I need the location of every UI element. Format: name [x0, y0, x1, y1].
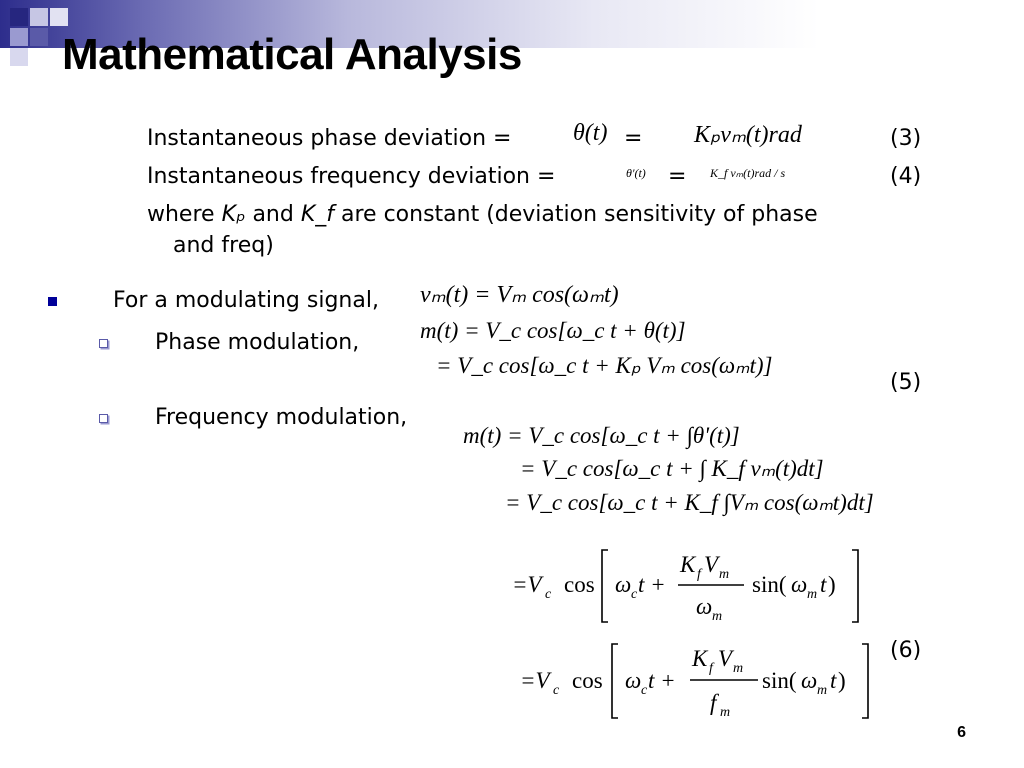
- equation-number-5: (5): [890, 370, 922, 395]
- fm-eq5-graphic: [520, 642, 880, 720]
- bullet-square: [48, 297, 57, 306]
- sensitivity-description: are constant (deviation sensitivity of phase: [341, 202, 818, 227]
- frequency-deviation-label: Instantaneous frequency deviation =: [147, 164, 556, 189]
- svg-text:m: m: [807, 587, 818, 602]
- phase-modulation-label: Phase modulation,: [155, 330, 360, 355]
- and-word: and: [252, 202, 294, 227]
- phase-deviation-lhs: θ(t): [573, 120, 608, 146]
- frequency-deviation-lhs: θ'(t): [626, 166, 646, 180]
- kf-symbol: K_f: [300, 202, 334, 227]
- svg-text:c: c: [553, 683, 560, 698]
- modulating-signal-equation: vₘ(t) = Vₘ cos(ωₘt): [420, 282, 619, 308]
- svg-text:): ): [828, 572, 836, 597]
- svg-text:c: c: [641, 683, 648, 698]
- phase-deviation-rhs: Kₚvₘ(t)rad: [694, 122, 802, 148]
- svg-text:=V: =V: [512, 572, 542, 597]
- fm-equation-line-1: m(t) = V_c cos[ω_c t + ∫θ'(t)]: [463, 423, 740, 448]
- svg-text:ω: ω: [615, 572, 632, 597]
- sub-bullet-box: [99, 414, 108, 423]
- equation-number-3: (3): [890, 126, 922, 151]
- fm-eq4-graphic: [512, 548, 872, 624]
- kp-symbol: Kₚ: [221, 202, 246, 227]
- svg-text:ω: ω: [801, 668, 818, 693]
- svg-text:t +: t +: [648, 668, 676, 693]
- svg-text:V: V: [704, 552, 719, 577]
- slide-title: Mathematical Analysis: [62, 30, 522, 79]
- frequency-modulation-label: Frequency modulation,: [155, 405, 408, 430]
- svg-text:sin(: sin(: [752, 572, 787, 597]
- svg-text:K: K: [680, 552, 696, 577]
- svg-text:cos: cos: [572, 668, 603, 693]
- header-square-decoration: [30, 28, 48, 46]
- svg-text:m: m: [712, 609, 723, 624]
- fm-equation-line-2: = V_c cos[ω_c t + ∫ K_f vₘ(t)dt]: [520, 456, 824, 481]
- svg-text:t: t: [820, 572, 827, 597]
- svg-text:V: V: [718, 646, 733, 671]
- svg-text:K: K: [692, 646, 708, 671]
- svg-text:m: m: [720, 705, 731, 720]
- fm-equation-line-4: [512, 548, 872, 624]
- header-square-decoration: [10, 8, 28, 26]
- pm-equation-line-1: m(t) = V_c cos[ω_c t + θ(t)]: [420, 318, 686, 343]
- frequency-deviation-rhs: K_f vₘ(t)rad / s: [710, 166, 786, 180]
- frequency-deviation-equals: =: [668, 164, 687, 189]
- sub-bullet-box: [99, 339, 108, 348]
- header-square-decoration: [10, 48, 28, 66]
- svg-text:m: m: [817, 683, 828, 698]
- phase-deviation-label: Instantaneous phase deviation =: [147, 126, 512, 151]
- svg-text:sin(: sin(: [762, 668, 797, 693]
- svg-text:c: c: [631, 587, 638, 602]
- phase-deviation-equals: =: [624, 126, 643, 151]
- fm-equation-line-5: [520, 642, 880, 720]
- svg-text:t: t: [830, 668, 837, 693]
- svg-text:m: m: [733, 661, 744, 676]
- svg-text:ω: ω: [791, 572, 808, 597]
- pm-equation-line-2: = V_c cos[ω_c t + Kₚ Vₘ cos(ωₘt)]: [436, 353, 773, 378]
- svg-text:): ): [838, 668, 846, 693]
- svg-text:f: f: [709, 661, 713, 676]
- svg-text:f: f: [710, 690, 717, 715]
- svg-text:t +: t +: [638, 572, 666, 597]
- modulating-signal-label: For a modulating signal,: [113, 288, 379, 313]
- svg-text:m: m: [719, 567, 730, 582]
- page-number: 6: [957, 724, 966, 741]
- where-word: where: [147, 202, 215, 227]
- header-square-decoration: [50, 8, 68, 26]
- sensitivity-note: [147, 202, 818, 227]
- header-square-decoration: [30, 8, 48, 26]
- svg-text:f: f: [697, 567, 701, 582]
- svg-text:=V: =V: [520, 668, 550, 693]
- svg-text:ω: ω: [696, 594, 713, 619]
- header-square-decoration: [10, 28, 28, 46]
- equation-number-4: (4): [890, 164, 922, 189]
- svg-text:ω: ω: [625, 668, 642, 693]
- svg-text:c: c: [545, 587, 552, 602]
- svg-text:cos: cos: [564, 572, 595, 597]
- fm-equation-line-3: = V_c cos[ω_c t + K_f ∫Vₘ cos(ωₘt)dt]: [505, 490, 874, 515]
- equation-number-6: (6): [890, 638, 922, 663]
- sensitivity-note-continuation: and freq): [173, 233, 274, 258]
